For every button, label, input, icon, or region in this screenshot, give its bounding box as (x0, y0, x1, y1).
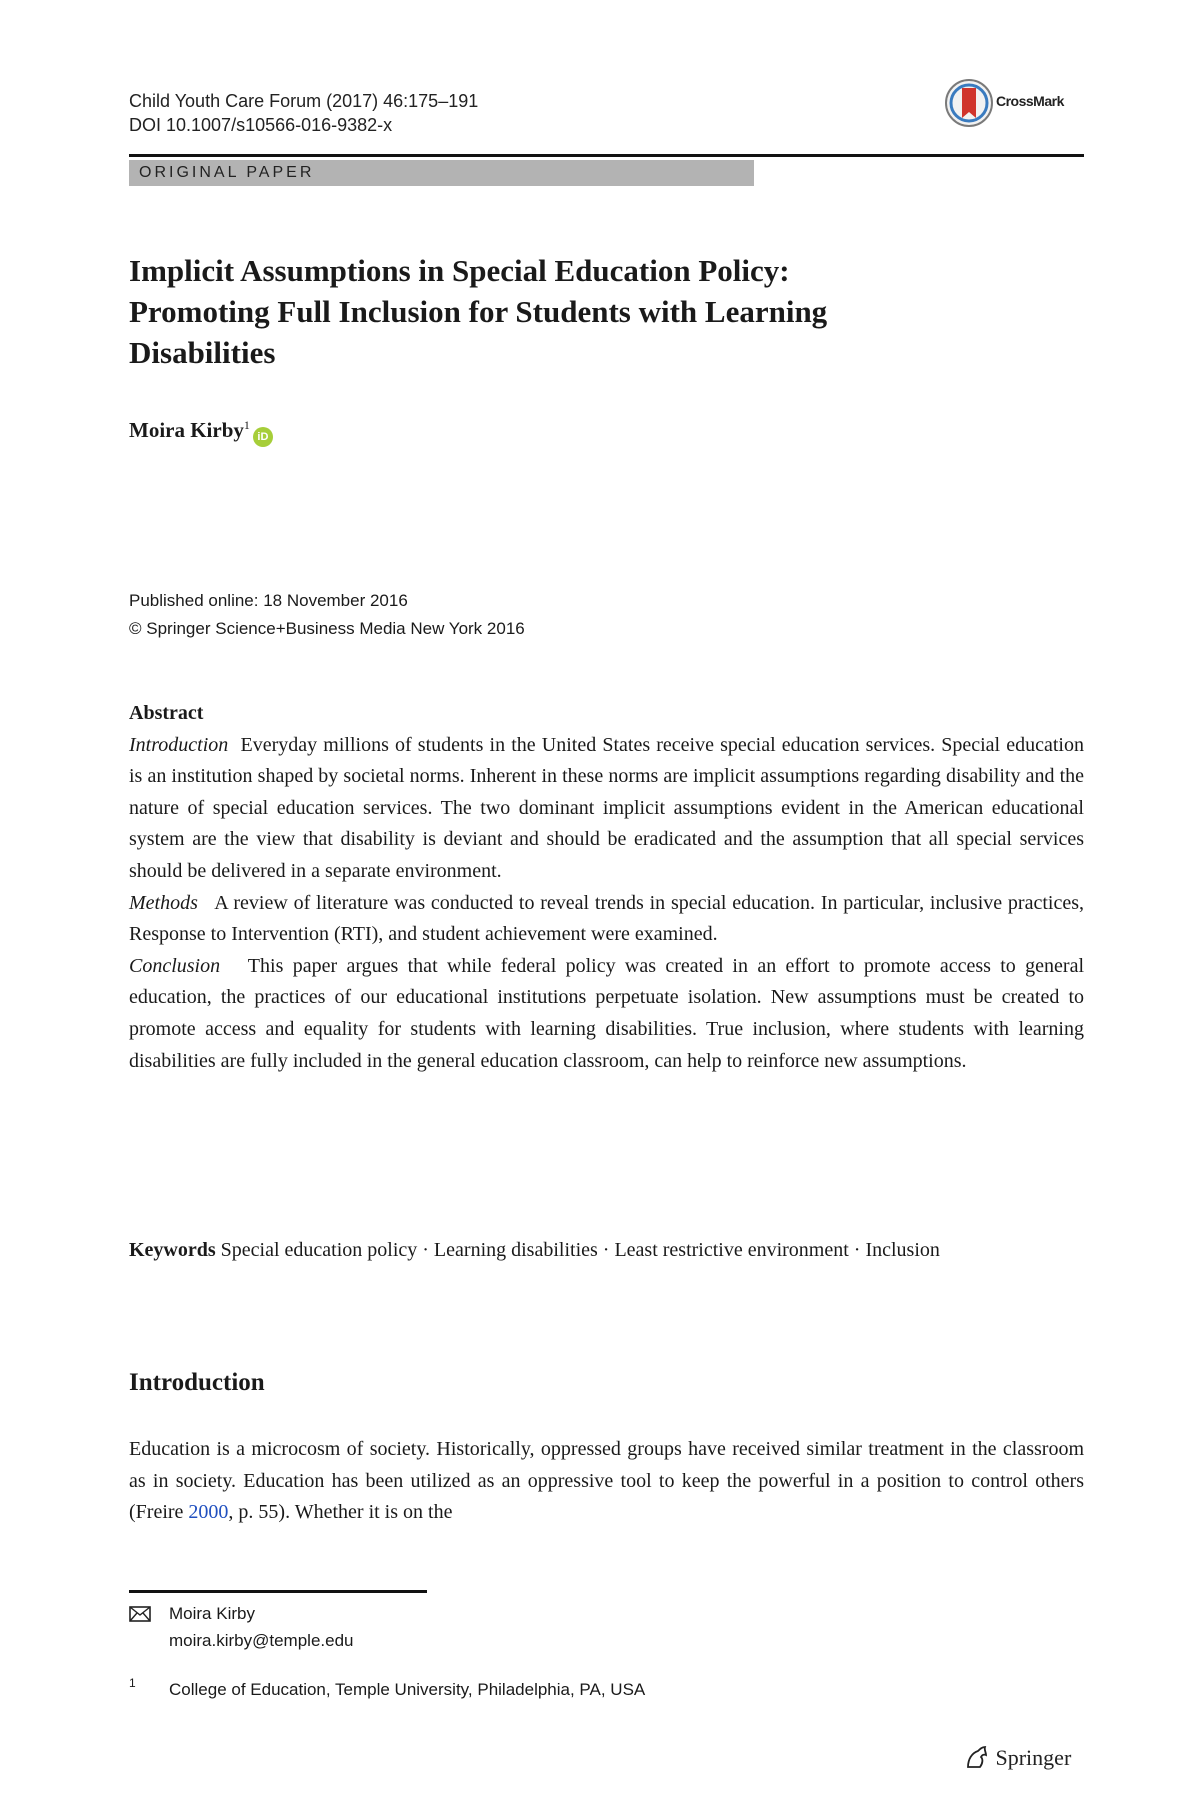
abstract-introduction (129, 730, 1084, 888)
paper-title (129, 250, 1029, 373)
abstract-methods-text: A review of literature was conducted to reveal trends in special education. In particular, inclusive practices, Response to Intervention (RTI), and student achievement were examined. (129, 891, 1084, 946)
crossmark-label: CrossMark (996, 93, 1064, 109)
author-line (129, 418, 273, 447)
introduction-paragraph (129, 1434, 1084, 1529)
crossmark-badge[interactable] (944, 78, 1089, 128)
abstract-intro-text: Everyday millions of students in the United States receive special education services. Special education is an institution shaped by societal norms. Inherent in these norms are implicit assumptions regarding disability and the nature of special education services. The two dominant implicit assumptions evident in the American educational system are the view that disability is deviant and should be eradicated and the assumption that all special services should be delivered in a separate environment. (129, 733, 1084, 882)
copyright-line: © Springer Science+Business Media New York 2016 (129, 619, 525, 638)
footnote-email[interactable]: moira.kirby@temple.edu (169, 1631, 354, 1650)
author-name[interactable]: Moira Kirby (129, 418, 244, 442)
abstract-conclusion-text: This paper argues that while federal policy was created in an effort to promote access to general education, the practices of our educational institutions perpetuate isolation. New assumptions must be created to promote access and equality for students with learning disabilities. True inclusion, where students with learning disabilities are fully included in the general education classroom, can help to reinforce new assumptions. (129, 954, 1084, 1072)
citation-link[interactable]: 2000 (188, 1501, 229, 1524)
abstract-conclusion (129, 951, 1084, 1077)
keywords-text: Special education policy · Learning disabilities · Least restrictive environment · Inclusion (220, 1239, 940, 1261)
intro-text-before: Education is a microcosm of society. Historically, oppressed groups have received similar treatment in the classroom as in society. Education has been utilized as an oppressive tool to keep the powerful in a position to control others (Freire (129, 1438, 1084, 1524)
abstract-methods (129, 888, 1084, 951)
title-line-1: Implicit Assumptions in Special Education Policy: (129, 253, 790, 288)
abstract-intro-label: Introduction (129, 733, 229, 756)
keywords-label: Keywords (129, 1239, 216, 1261)
affiliation-number: 1 (129, 1676, 136, 1690)
envelope-icon (129, 1606, 151, 1622)
title-line-3: Disabilities (129, 335, 276, 370)
abstract-conclusion-label: Conclusion (129, 954, 221, 977)
introduction-heading: Introduction (129, 1369, 265, 1396)
abstract-section (129, 698, 1084, 1077)
publication-info (129, 587, 525, 643)
abstract-methods-label: Methods (129, 891, 198, 914)
footnote-author-name: Moira Kirby (169, 1604, 255, 1623)
published-online: Published online: 18 November 2016 (129, 591, 408, 610)
keywords-section (129, 1235, 959, 1267)
publisher-logo[interactable] (964, 1745, 1071, 1771)
title-line-2: Promoting Full Inclusion for Students with Learning (129, 294, 828, 329)
footnote-rule (129, 1590, 427, 1593)
header-rule (129, 154, 1084, 157)
intro-text-after: , p. 55). Whether it is on the (228, 1501, 453, 1524)
article-type-bar: ORIGINAL PAPER (129, 160, 754, 186)
publisher-name: Springer (995, 1745, 1072, 1770)
affiliation-text: College of Education, Temple University, Philadelphia, PA, USA (169, 1680, 646, 1699)
abstract-heading: Abstract (129, 702, 204, 724)
orcid-icon[interactable]: iD (253, 427, 273, 447)
springer-horse-icon (964, 1745, 990, 1769)
journal-citation: Child Youth Care Forum (2017) 46:175–191 (129, 91, 479, 111)
author-affiliation-mark: 1 (243, 418, 250, 432)
doi[interactable]: DOI 10.1007/s10566-016-9382-x (129, 115, 393, 135)
